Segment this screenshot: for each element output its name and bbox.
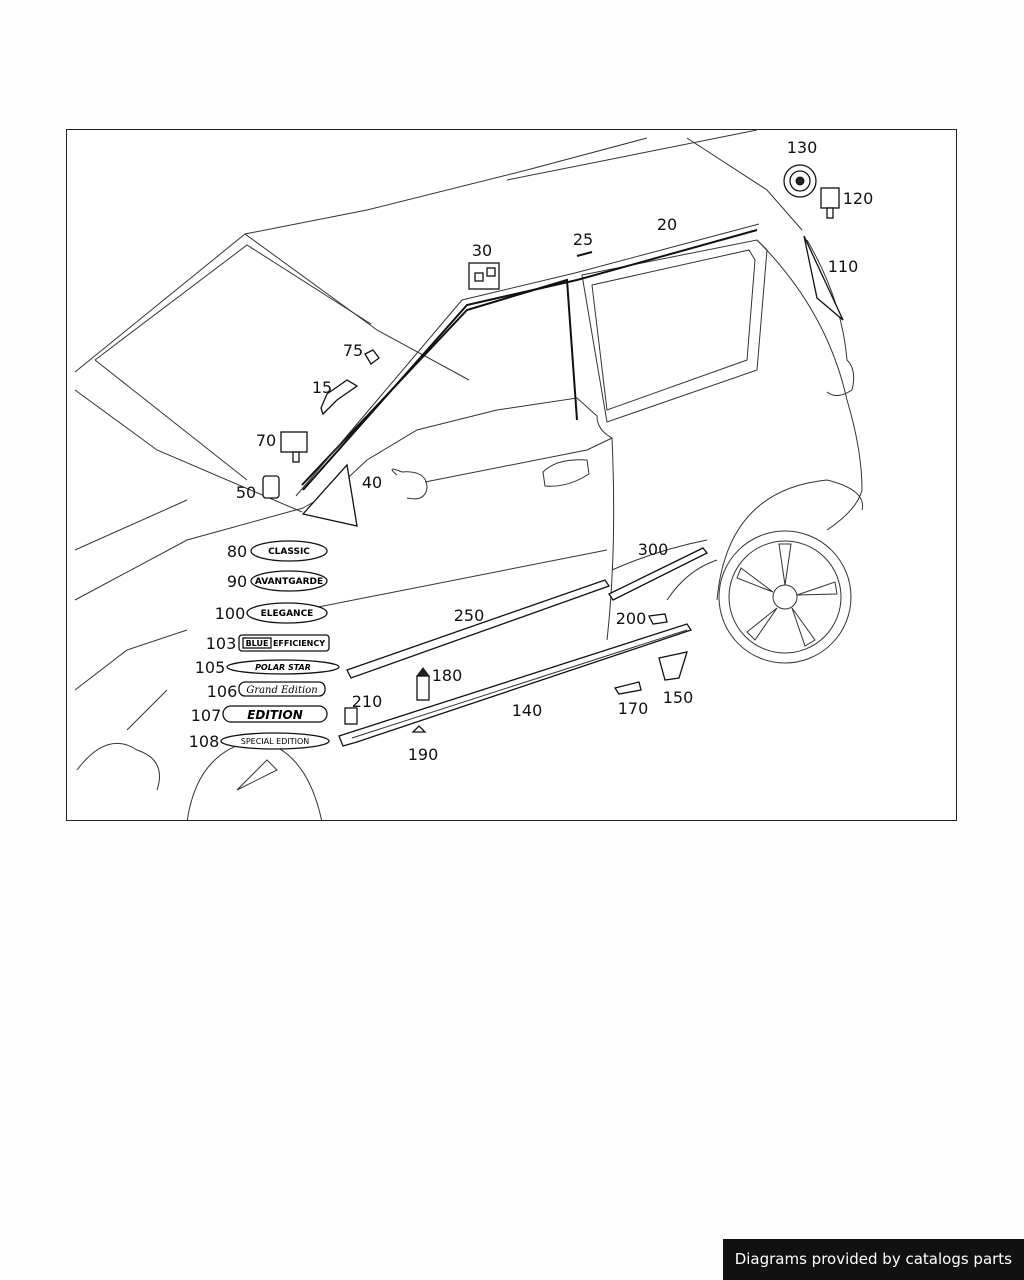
- callout-210: 210: [351, 692, 383, 711]
- callout-40: 40: [361, 473, 383, 492]
- callout-105: 105: [194, 658, 226, 677]
- callout-130: 130: [786, 138, 818, 157]
- badge-edition: [223, 706, 327, 722]
- car-side-trim-diagram: [67, 130, 957, 821]
- callout-140: 140: [511, 701, 543, 720]
- end-cap-150-part: [659, 652, 687, 680]
- callout-120: 120: [842, 189, 874, 208]
- clip-120-part: [821, 188, 839, 218]
- badge-efficiency-text: EFFICIENCY: [272, 639, 326, 648]
- badge-grand-edition-text: Grand Edition: [246, 685, 318, 696]
- badge-blue-text: BLUE: [245, 639, 269, 648]
- callout-300: 300: [637, 540, 669, 559]
- callout-106: 106: [206, 682, 238, 701]
- badge-avantgarde: [251, 571, 327, 591]
- badge-blue-efficiency: [239, 635, 329, 651]
- clip-200-part: [649, 614, 667, 624]
- badge-grand-edition: [239, 682, 325, 696]
- grommet-130-part: [784, 165, 816, 197]
- callout-108: 108: [188, 732, 220, 751]
- parts-diagram-frame: [66, 129, 957, 821]
- clip-25-part: [577, 252, 592, 256]
- badge-avantgarde-text: AVANTGARDE: [254, 577, 324, 587]
- callout-110: 110: [827, 257, 859, 276]
- callout-30: 30: [471, 241, 493, 260]
- callout-100: 100: [214, 604, 246, 623]
- callout-25: 25: [572, 230, 594, 249]
- badge-polar-star: [227, 660, 339, 674]
- roof-molding-outer-line: [296, 224, 759, 496]
- badge-special-edition-text: SPECIAL EDITION: [240, 737, 310, 746]
- callout-103: 103: [205, 634, 237, 653]
- callout-150: 150: [662, 688, 694, 707]
- screw-190-part: [413, 726, 425, 732]
- badge-elegance: [247, 603, 327, 623]
- callout-170: 170: [617, 699, 649, 718]
- callout-50: 50: [235, 483, 257, 502]
- callout-90: 90: [226, 572, 248, 591]
- clip-180-part: [417, 668, 429, 700]
- callout-180: 180: [431, 666, 463, 685]
- callout-107: 107: [190, 706, 222, 725]
- clip-70-part: [281, 432, 307, 462]
- callout-200: 200: [615, 609, 647, 628]
- badge-elegance-text: ELEGANCE: [260, 609, 314, 619]
- callout-190: 190: [407, 745, 439, 764]
- callout-250: 250: [453, 606, 485, 625]
- plug-75-part: [365, 350, 379, 364]
- callout-75: 75: [342, 341, 364, 360]
- badge-edition-text: EDITION: [247, 708, 303, 722]
- cap-50-part: [263, 476, 279, 498]
- callout-70: 70: [255, 431, 277, 450]
- badge-classic-text: CLASSIC: [268, 547, 310, 557]
- callout-80: 80: [226, 542, 248, 561]
- badge-special-edition: [221, 733, 329, 749]
- bracket-30-part: [469, 263, 499, 289]
- clip-170-part: [615, 682, 641, 694]
- callout-15: 15: [311, 378, 333, 397]
- badge-polar-star-text: POLAR STAR: [255, 663, 311, 672]
- credit-banner: Diagrams provided by catalogs parts: [723, 1239, 1024, 1280]
- callout-20: 20: [656, 215, 678, 234]
- badge-classic: [251, 541, 327, 561]
